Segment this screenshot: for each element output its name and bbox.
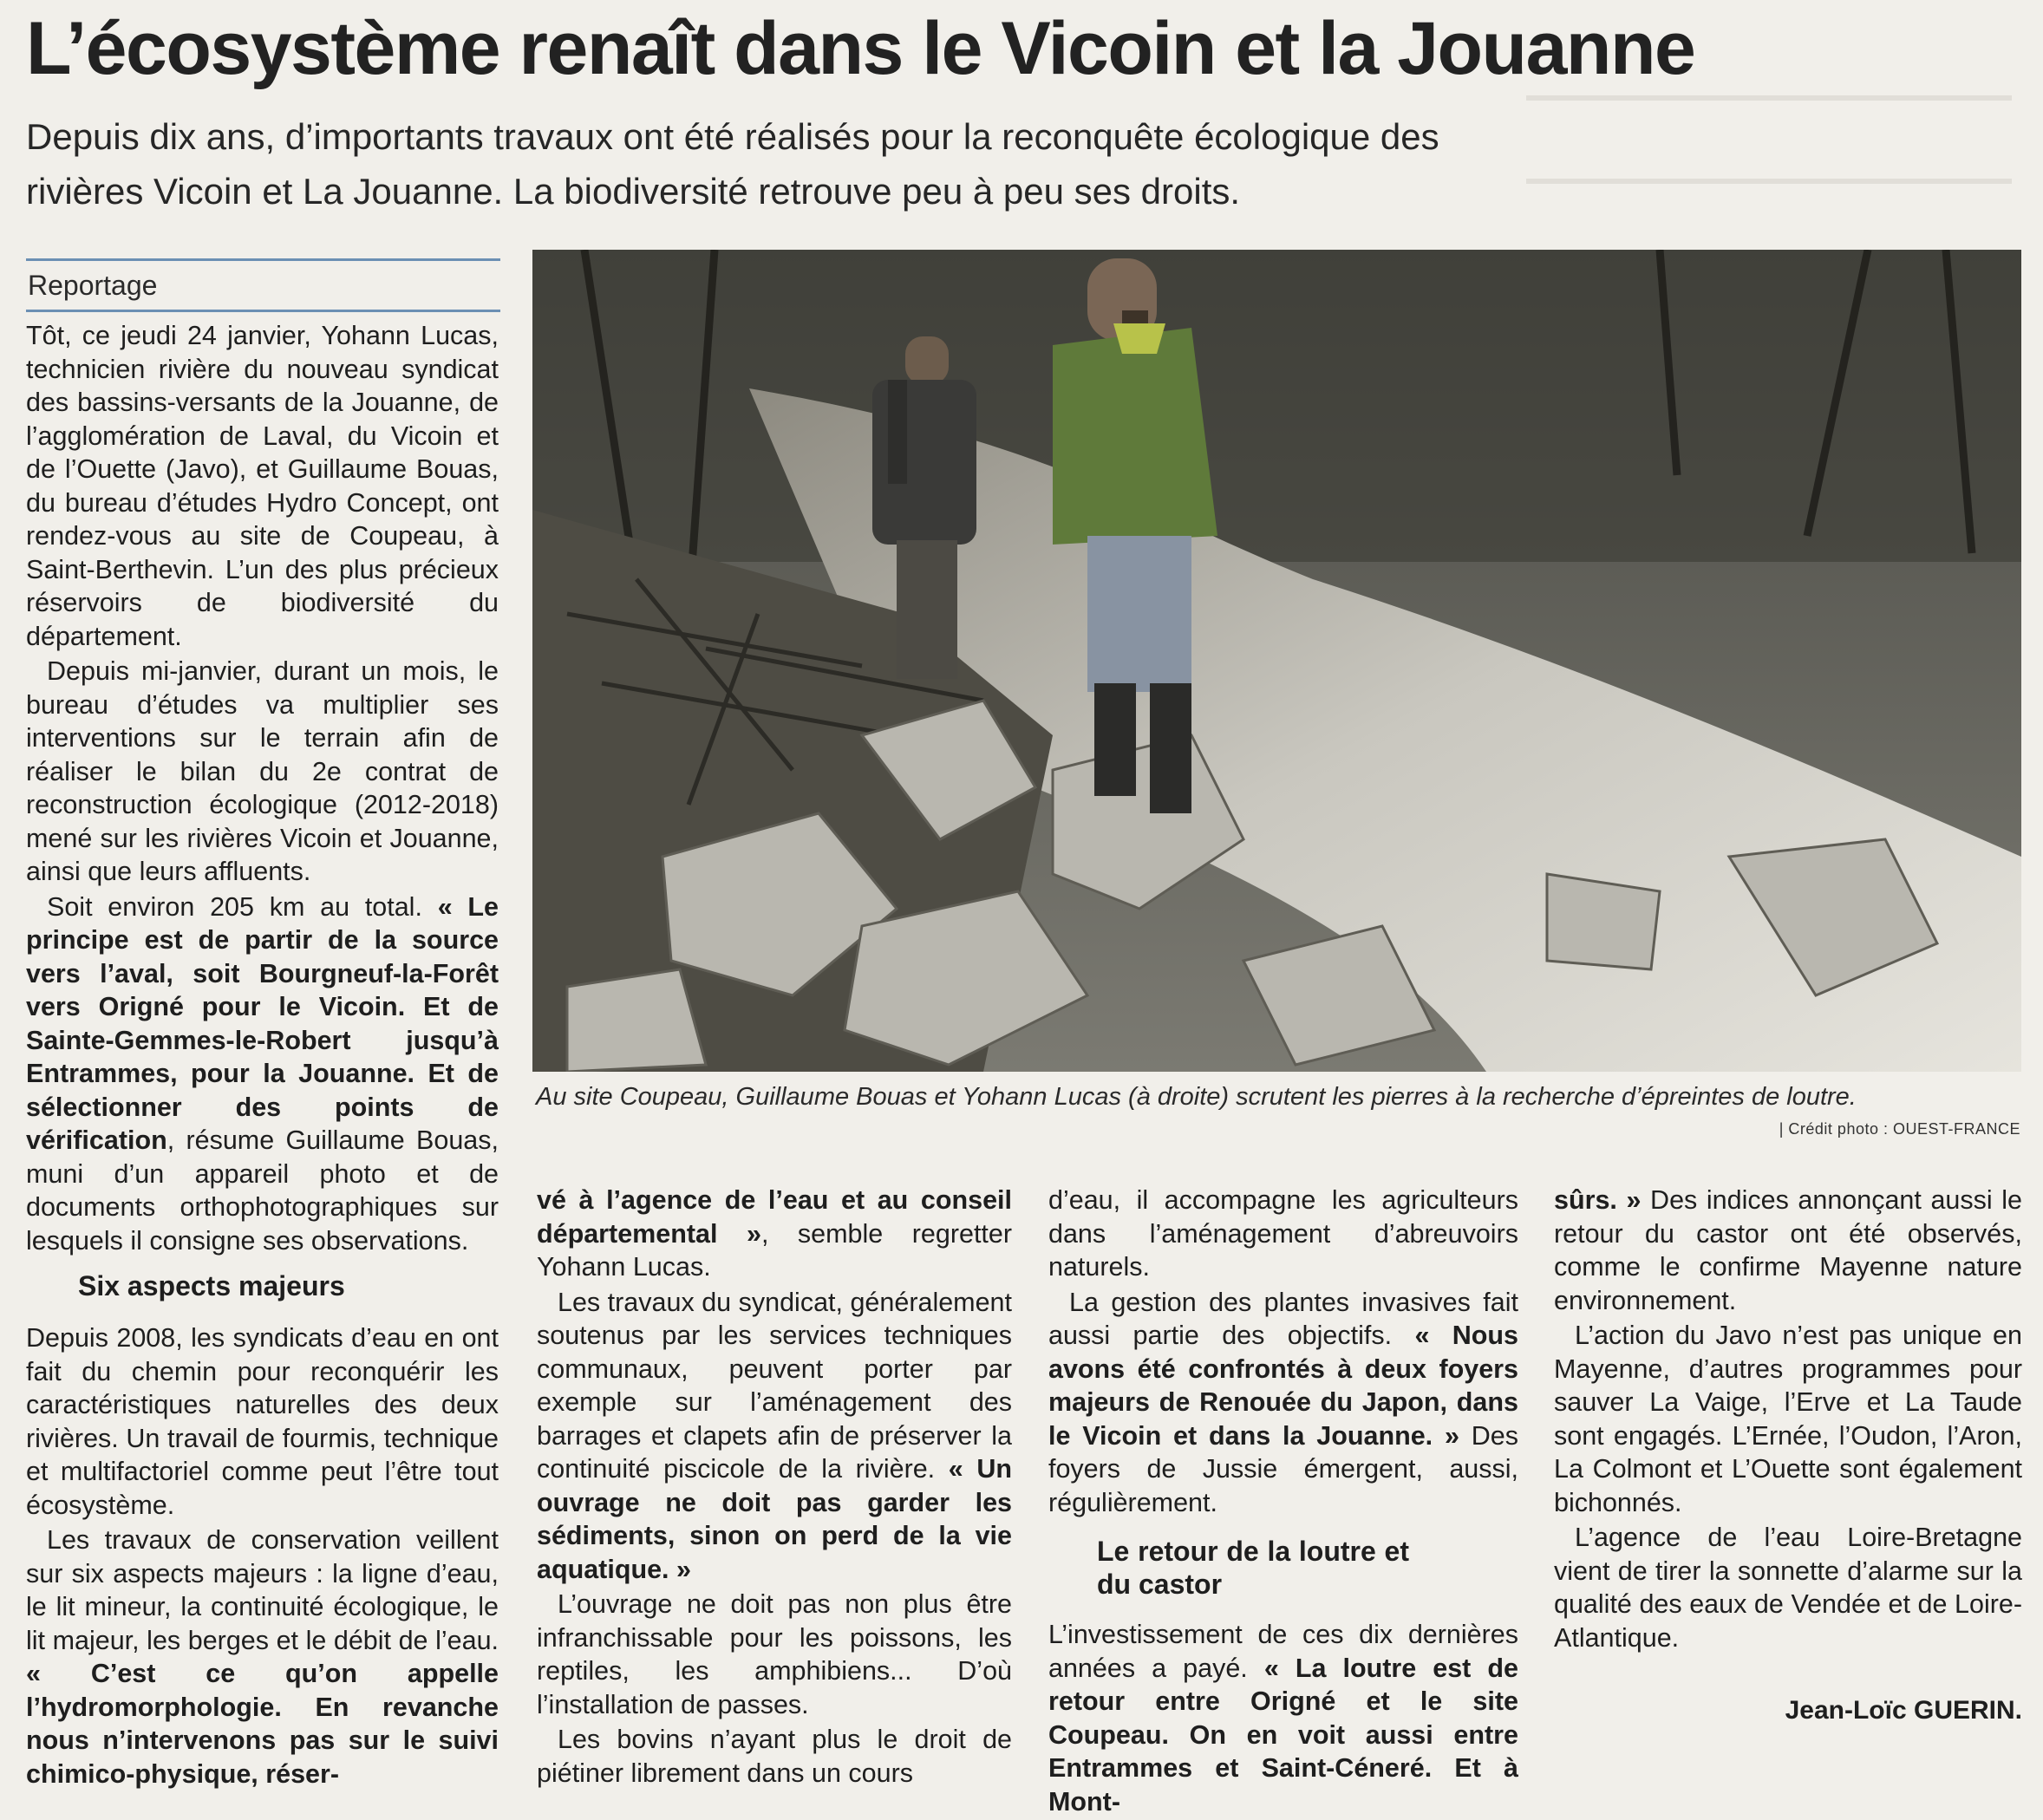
text-run: La gestion des plantes invasives fait aussi partie des objectifs. — [1048, 1287, 1518, 1350]
quote-bold: « La loutre est de retour entre Origné et le site Coupeau. On en voit aussi entre Entrammes et Saint-Céneré. Et à Mont- — [1048, 1653, 1518, 1817]
paragraph — [1048, 1618, 1518, 1818]
column-4 — [1554, 1184, 2022, 1728]
column-1 — [26, 319, 499, 1792]
author-signature: Jean-Loïc GUERIN. — [1785, 1696, 2022, 1725]
paragraph: Les bovins n’ayant plus le droit de piétiner librement dans un cours — [537, 1725, 1012, 1788]
photo-illustration — [532, 250, 2021, 1072]
paragraph: Depuis 2008, les syndicats d’eau en ont fait du chemin pour reconquérir les caractéristiques naturelles des deux rivières. Un travail de fourmis, technique et multifactoriel comme peut l’être tout écosystème. — [26, 1323, 499, 1520]
paragraph — [1554, 1184, 2022, 1317]
text-run: L’investissement de ces dix dernières années a payé. — [1048, 1620, 1518, 1683]
subheading: Le retour de la loutre et du castor — [1097, 1536, 1409, 1600]
paragraph — [26, 1523, 499, 1791]
text-run: Soit environ 205 km au total. — [47, 891, 438, 922]
paragraph: d’eau, il accompagne les agriculteurs dans l’aménagement d’abreuvoirs naturels. — [1048, 1185, 1518, 1282]
article-photo — [532, 250, 2021, 1072]
text-run: Les travaux du syndicat, généralement soutenus par les services techniques communaux, peuvent porter par exemple sur l’aménagement des barrages et clapets afin de préserver la continuité piscicole de la rivière. — [537, 1287, 1012, 1484]
photo-credit: | Crédit photo : OUEST-FRANCE — [1779, 1120, 2020, 1138]
text-run: Des foyers de Jussie émergent, aussi, régulièrement. — [1048, 1420, 1518, 1517]
article-title: L’écosystème renaît dans le Vicoin et la Jouanne — [26, 7, 1695, 90]
paragraph: Tôt, ce jeudi 24 janvier, Yohann Lucas, technicien rivière du nouveau syndicat des bassins-versants de la Jouanne, de l’agglomération de Laval, du Vicoin et de l’Ouette (Javo), et Guillaume Bouas, du bureau d’études Hydro Concept, ont rendez-vous au site de Coupeau, à Saint-Berthevin. L’un des plus précieux réservoirs de biodiversité du département. — [26, 321, 499, 651]
paragraph — [26, 890, 499, 1258]
paragraph — [537, 1286, 1012, 1587]
paragraph: L’ouvrage ne doit pas non plus être infranchissable pour les poissons, les reptiles, les amphibiens... D’où l’installation de passes. — [537, 1589, 1012, 1719]
paragraph: Depuis mi-janvier, durant un mois, le bureau d’études va multiplier ses interventions sur le terrain afin de réaliser le bilan du 2e contrat de reconstruction écologique (2012-2018) mené sur les rivières Vicoin et Jouanne, ainsi que leurs affluents. — [26, 656, 499, 886]
column-2 — [537, 1184, 1012, 1791]
rubric-label: Reportage — [26, 258, 500, 312]
paragraph — [1048, 1286, 1518, 1520]
paragraph: L’agence de l’eau Loire-Bretagne vient de tirer la sonnette d’alarme sur la qualité des eaux de Vendée et de Loire-Atlantique. — [1554, 1523, 2022, 1653]
text-run: , résume Guillaume Bouas, muni d’un appareil photo et de documents orthophotographiques sur lesquels il consigne ses observations. — [26, 1125, 499, 1256]
quote-bold: vé à l’agence de l’eau et au conseil départemental » — [537, 1185, 1012, 1249]
subheading: Six aspects majeurs — [78, 1270, 345, 1301]
paragraph — [537, 1184, 1012, 1284]
paragraph: L’action du Javo n’est pas unique en Mayenne, d’autres programmes pour sauver La Vaige, l’Erve et La Taude sont engagés. L’Ernée, l’Oudon, l’Aron, La Colmont et L’Ouette sont également bichonnés. — [1554, 1321, 2022, 1517]
text-run: Des indices annonçant aussi le retour du castor ont été observés, comme le confirme Mayenne nature environnement. — [1554, 1185, 2022, 1315]
article-lead: Depuis dix ans, d’importants travaux ont été réalisés pour la reconquête écologique des rivières Vicoin et La Jouanne. La biodiversité retrouve peu à peu ses droits. — [26, 116, 1439, 212]
text-run: , semble regretter Yohann Lucas. — [537, 1218, 1013, 1282]
quote-bold: « Un ouvrage ne doit pas garder les sédiments, sinon on perd de la vie aquatique. » — [537, 1454, 1013, 1584]
photo-caption: Au site Coupeau, Guillaume Bouas et Yohann Lucas (à droite) scrutent les pierres à la recherche d’épreintes de loutre. — [536, 1083, 1857, 1111]
text-run: Les travaux de conservation veillent sur six aspects majeurs : la ligne d’eau, le lit mineur, la continuité écologique, le lit majeur, les berges et le débit de l’eau. — [26, 1525, 499, 1655]
column-3 — [1048, 1184, 1518, 1820]
quote-bold: « Nous avons été confrontés à deux foyers majeurs de Renouée du Japon, dans le Vicoin et dans la Jouanne. » — [1048, 1321, 1518, 1451]
bleed-through-decoration — [1526, 95, 2012, 184]
quote-bold: « C’est ce qu’on appelle l’hydromorphologie. En revanche nous n’intervenons pas sur le suivi chimico-physique, réser- — [26, 1659, 499, 1789]
quote-bold: « Le principe est de partir de la source vers l’aval, soit Bourgneuf-la-Forêt vers Origné pour le Vicoin. Et de Sainte-Gemmes-le-Robert jusqu’à Entrammes, pour la Jouanne. Et de sélectionner des points de vérification — [26, 891, 499, 1155]
quote-bold: sûrs. » — [1554, 1185, 1642, 1215]
